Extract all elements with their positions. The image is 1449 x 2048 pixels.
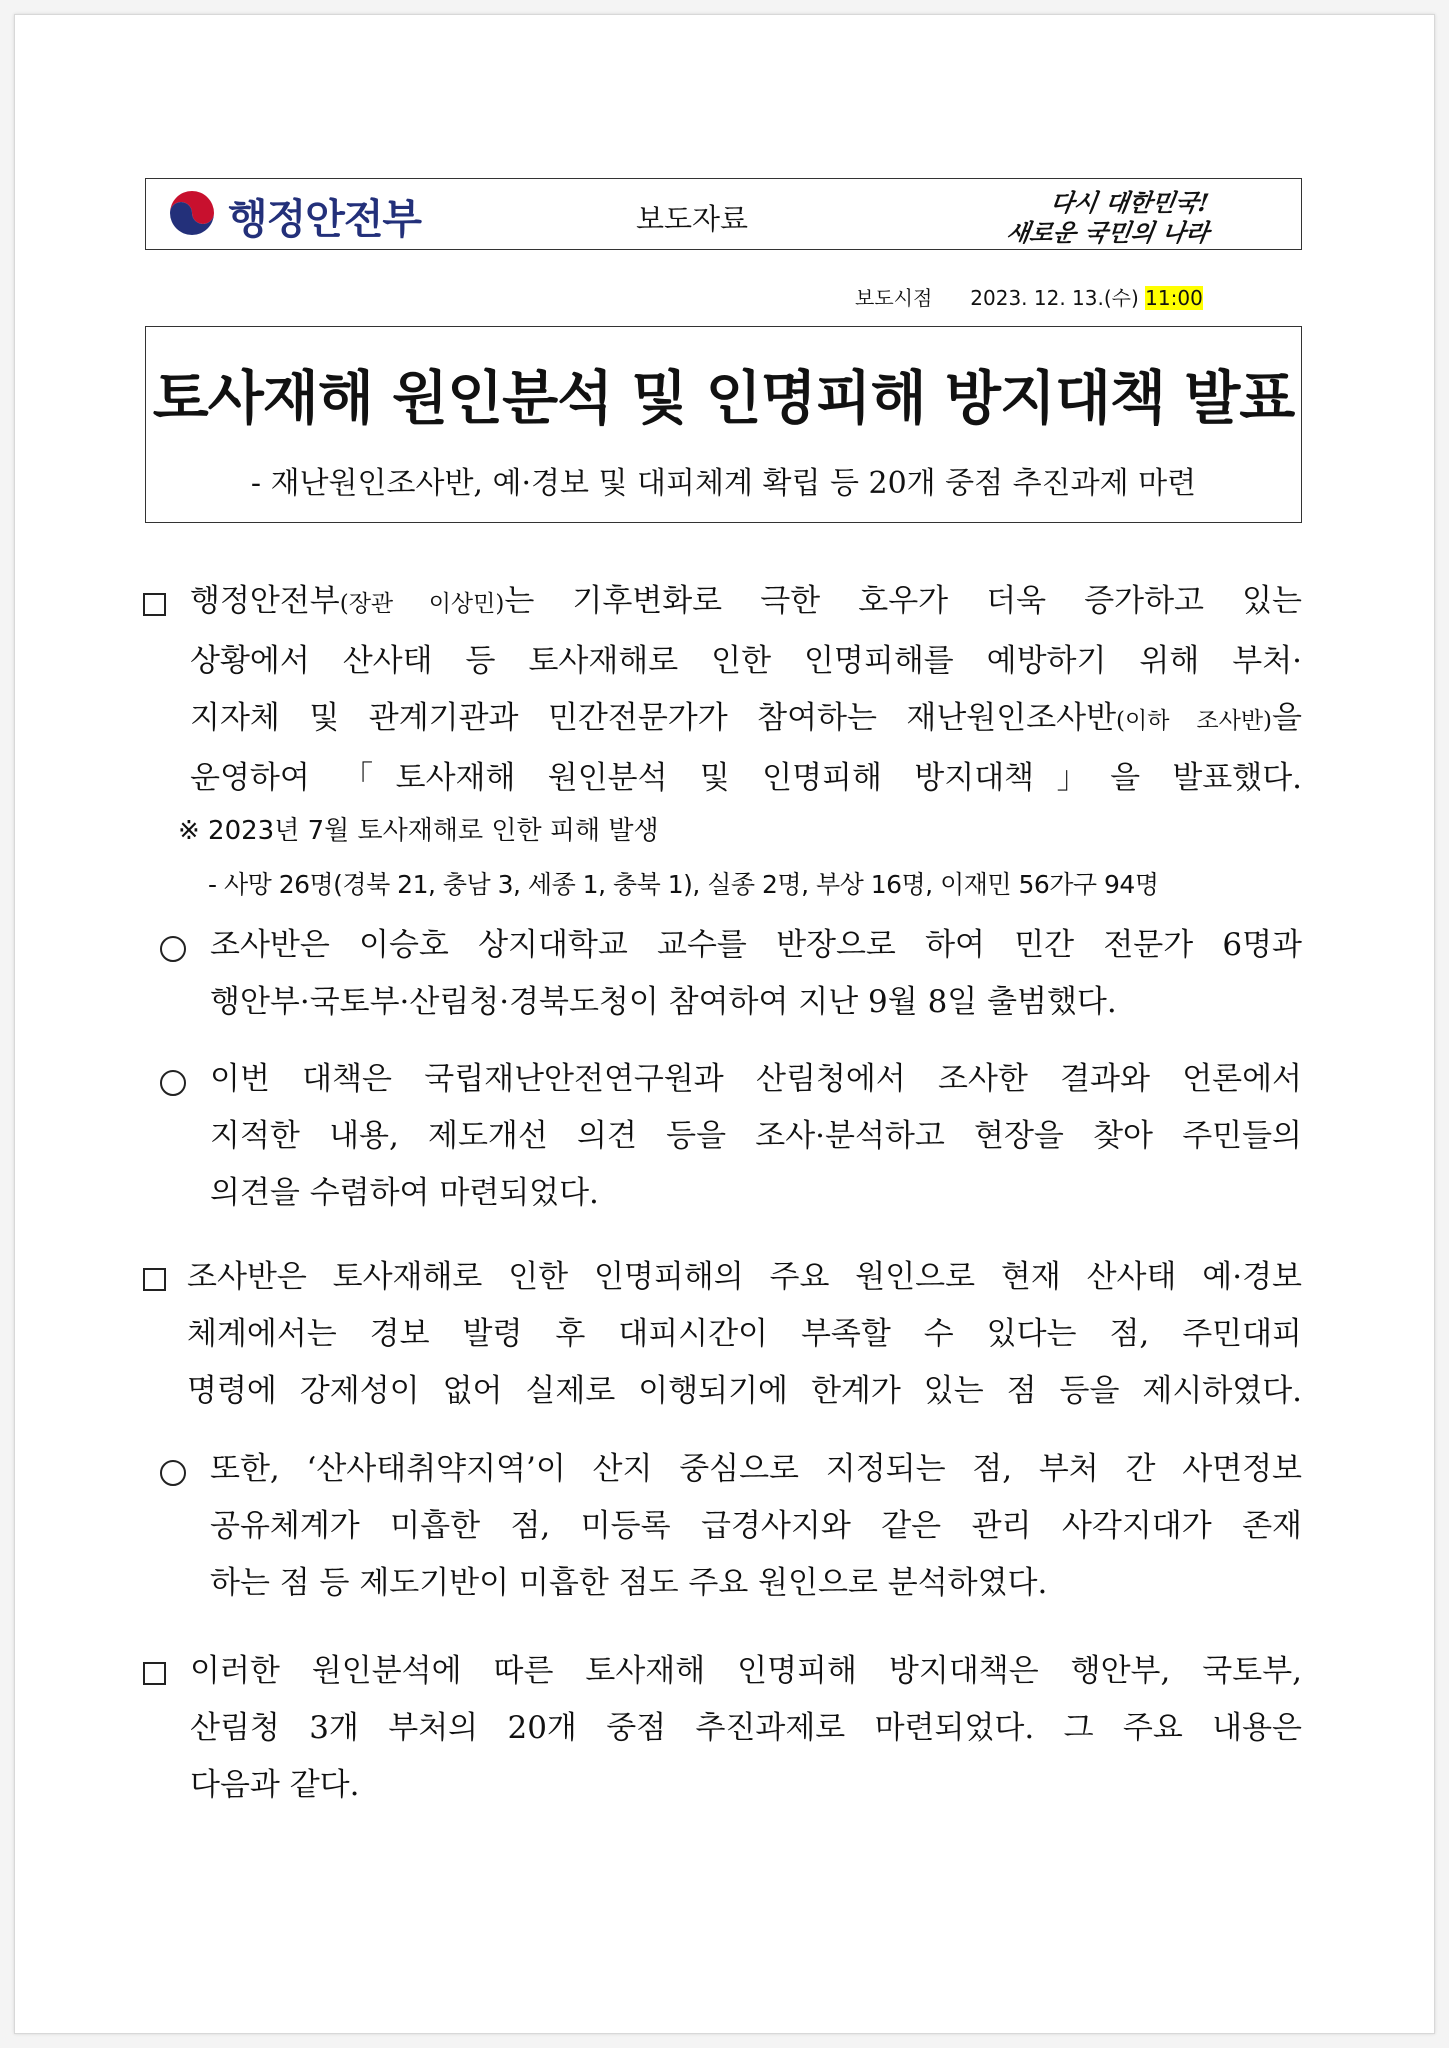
text-line: 운영하여 「토사재해 원인분석 및 인명피해 방지대책」을 발표했다.: [190, 760, 1302, 796]
ministry-logo: [166, 189, 421, 241]
paragraph-2-1: [210, 1441, 1302, 1612]
text-line: 조사반은 이승호 상지대학교 교수를 반장으로 하여 민간 전문가 6명과: [210, 927, 1302, 963]
doc-type-label: 보도자료: [636, 202, 749, 236]
text-span: 는 기후변화로 극한 호우가 더욱 증가하고 있는: [504, 583, 1302, 619]
paragraph-2: [187, 1249, 1302, 1420]
note-line-1: ※ 2023년 7월 토사재해로 인한 피해 발생: [178, 816, 659, 846]
text-line: 이러한 원인분석에 따른 토사재해 인명피해 방지대책은 행안부, 국토부,: [190, 1653, 1302, 1689]
text-line: 체계에서는 경보 발령 후 대피시간이 부족할 수 있다는 점, 주민대피: [187, 1316, 1302, 1352]
note-line-2: - 사망 26명(경북 21, 충남 3, 세종 1, 충북 1), 실종 2명, 부상 16명, 이재민 56가구 94명: [208, 870, 1159, 899]
circle-bullet: [160, 1070, 186, 1096]
page-subtitle: - 재난원인조사반, 예·경보 및 대피체계 확립 등 20개 중점 추진과제 마련: [250, 466, 1197, 501]
text-line: 조사반은 토사재해로 인한 인명피해의 주요 원인으로 현재 산사태 예·경보: [187, 1259, 1302, 1295]
text-line: [190, 690, 1302, 750]
paragraph-1-2: [210, 1051, 1302, 1222]
text-span-small: (이하 조사반): [1116, 708, 1273, 734]
square-bullet: [143, 1662, 166, 1685]
title-box: [145, 326, 1302, 523]
slogan: [1000, 183, 1299, 247]
paragraph-1-1: [210, 917, 1302, 1031]
header-box: [145, 178, 1302, 250]
text-line: 공유체계가 미흡한 점, 미등록 급경사지와 같은 관리 사각지대가 존재: [210, 1508, 1302, 1544]
text-line: 하는 점 등 제도기반이 미흡한 점도 주요 원인으로 분석하였다.: [210, 1565, 1048, 1601]
release-label: 보도시점: [855, 286, 933, 310]
text-span: 을: [1272, 700, 1302, 736]
text-line: 다음과 같다.: [190, 1767, 360, 1803]
text-line: 또한, ‘산사태취약지역’이 산지 중심으로 지정되는 점, 부처 간 사면정보: [210, 1451, 1302, 1487]
taegeuk-icon: [166, 189, 218, 241]
square-bullet: [143, 593, 166, 616]
text-line: 산림청 3개 부처의 20개 중점 추진과제로 마련되었다. 그 주요 내용은: [190, 1710, 1302, 1746]
text-line: 명령에 강제성이 없어 실제로 이행되기에 한계가 있는 점 등을 제시하였다.: [187, 1373, 1302, 1409]
square-bullet: [143, 1268, 166, 1291]
release-date: 2023. 12. 13.(수): [970, 286, 1139, 310]
document-page: [14, 14, 1435, 2034]
text-line: 지적한 내용, 제도개선 의견 등을 조사·분석하고 현장을 찾아 주민들의: [210, 1118, 1302, 1154]
page-title: 토사재해 원인분석 및 인명피해 방지대책 발표: [152, 364, 1295, 432]
paragraph-1: [190, 573, 1302, 807]
text-line: 이번 대책은 국립재난안전연구원과 산림청에서 조사한 결과와 언론에서: [210, 1061, 1302, 1097]
circle-bullet: [160, 936, 186, 962]
text-line: 의견을 수렴하여 마련되었다.: [210, 1175, 599, 1211]
paragraph-3: [190, 1643, 1302, 1814]
text-line: 상황에서 산사태 등 토사재해로 인한 인명피해를 예방하기 위해 부처·: [190, 643, 1302, 679]
text-span: 지자체 및 관계기관과 민간전문가가 참여하는 재난원인조사반: [190, 700, 1117, 736]
circle-bullet: [160, 1460, 186, 1486]
ministry-name: 행정안전부: [228, 194, 422, 243]
text-line: 행안부·국토부·산림청·경북도청이 참여하여 지난 9월 8일 출범했다.: [210, 984, 1117, 1020]
slogan-line-1: 다시 대한민국!: [1048, 188, 1211, 217]
release-time: [855, 282, 1203, 311]
text-span: 행정안전부: [190, 583, 340, 619]
slogan-line-2: 새로운 국민의 나라: [1004, 218, 1211, 247]
text-span-small: (장관 이상민): [339, 591, 505, 617]
release-hour: 11:00: [1145, 286, 1203, 310]
text-line: [190, 573, 1302, 633]
